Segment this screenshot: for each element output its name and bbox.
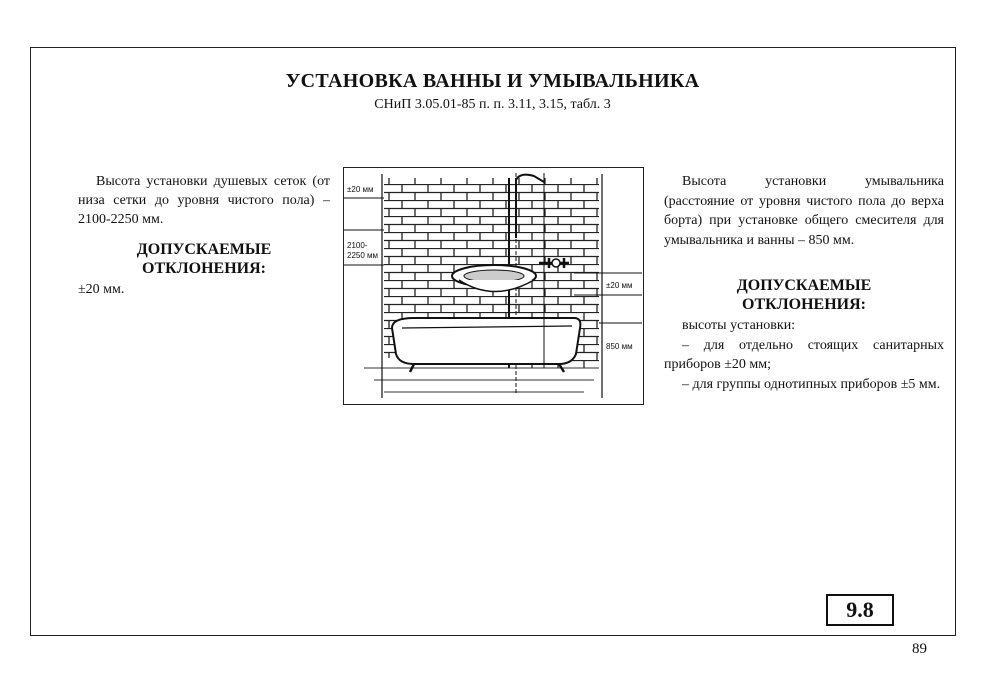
section-number-box: 9.8 (826, 594, 894, 626)
dim-right-low-label: 850 мм (606, 342, 633, 351)
shower-height-text: Высота установки душевых сеток (от низа сетки до уровня чистого пола) – 2100-2250 мм. (78, 174, 330, 227)
bathroom-illustration (343, 167, 644, 405)
page-subtitle: СНиП 3.05.01-85 п. п. 3.11, 3.15, табл. 3 (374, 97, 611, 112)
dim-right-mid-label: ±20 мм (606, 281, 633, 290)
dim-top-label: ±20 мм (347, 185, 374, 194)
dim-left-label-1: 2100- (347, 241, 368, 250)
washbasin-height-text: Высота установки умывальника (расстояние от уровня чистого пола до верха борта) при установке общего смесителя для умывальника и ванны – 850 мм. (664, 174, 944, 248)
right-tolerance-intro: высоты установки: (682, 318, 796, 333)
right-tolerance-heading: ДОПУСКАЕМЫЕ ОТКЛОНЕНИЯ: (736, 277, 872, 313)
dim-left-label-2: 2250 мм (347, 251, 379, 260)
left-column (78, 172, 330, 299)
right-column (664, 172, 944, 394)
left-tolerance-value: ±20 мм. (78, 282, 125, 297)
left-tolerance-heading: ДОПУСКАЕМЫЕ ОТКЛОНЕНИЯ: (136, 241, 272, 277)
right-tolerance-item-2: – для группы однотипных приборов ±5 мм. (682, 376, 941, 392)
page-title: УСТАНОВКА ВАННЫ И УМЫВАЛЬНИКА (285, 70, 700, 92)
right-tolerance-item-1: – для отдельно стоящих санитарных приборов ±20 мм; (664, 337, 944, 372)
bathtub (392, 318, 580, 364)
page-number: 89 (912, 641, 927, 657)
